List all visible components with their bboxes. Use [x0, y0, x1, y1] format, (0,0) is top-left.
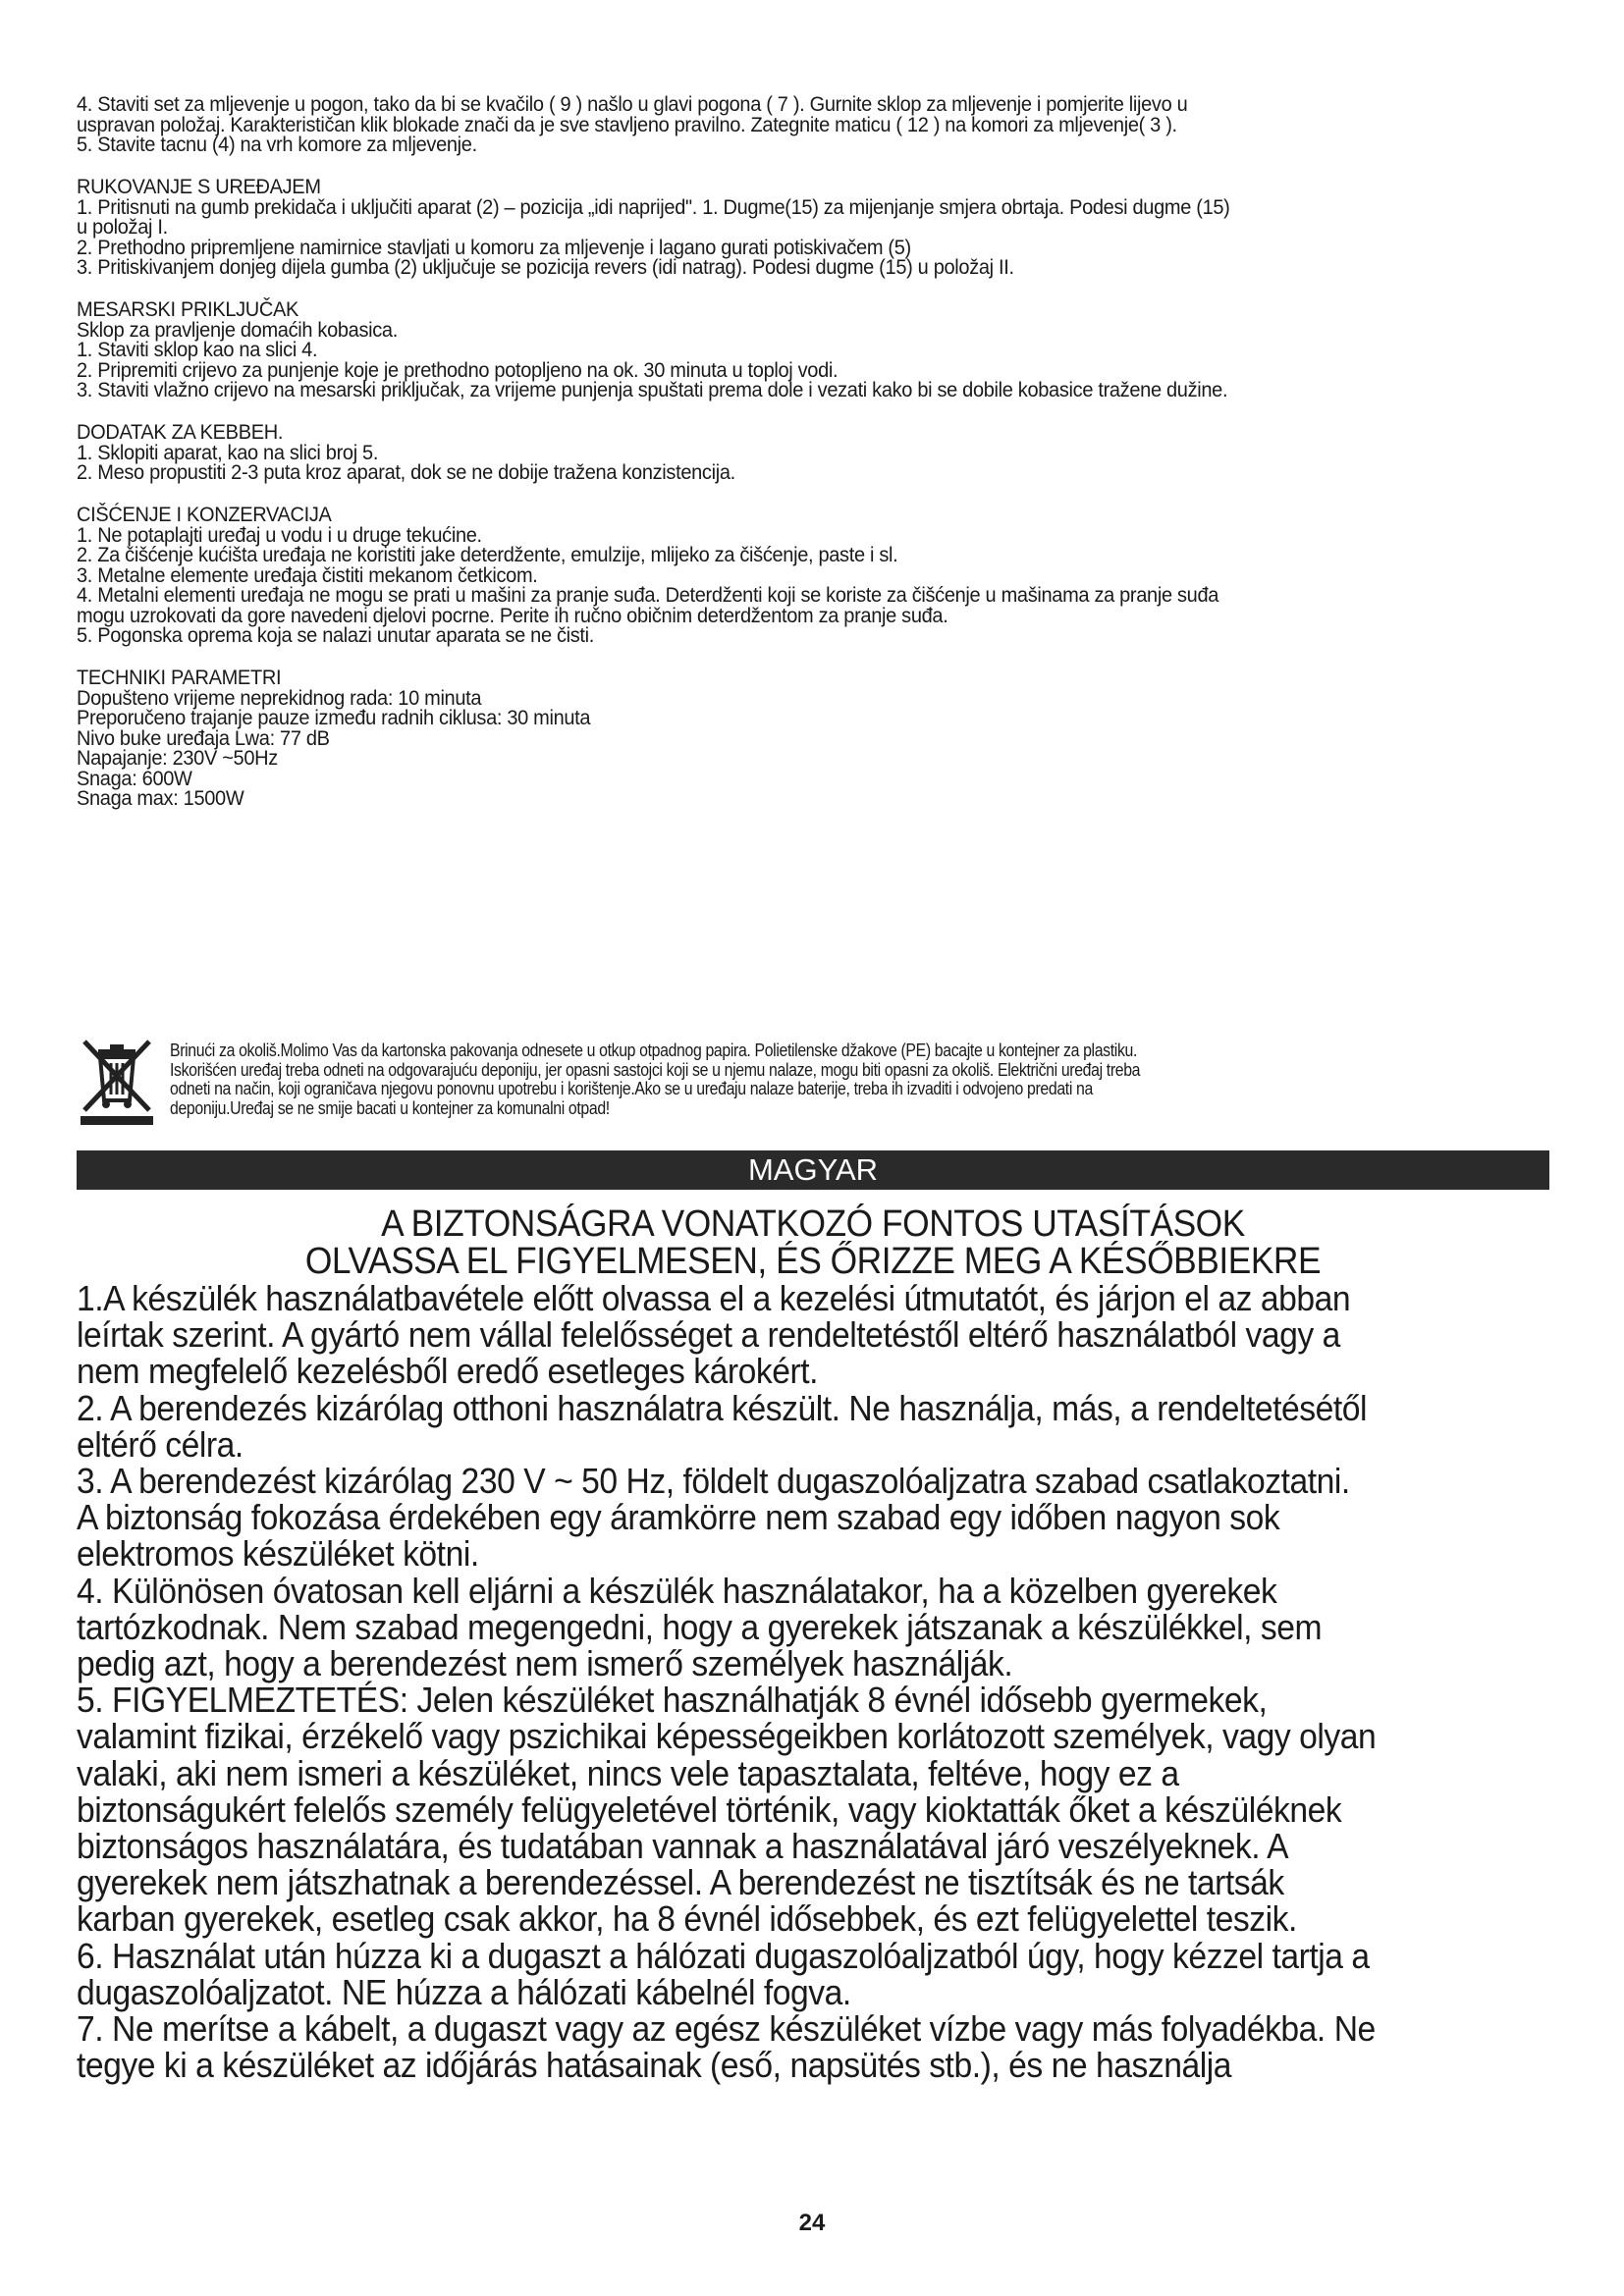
text-line: gyerekek nem játszhatnak a berendezéssel. A berendezést ne tisztítsák és ne tartsák: [77, 1862, 1284, 1903]
section-heading: CIŠĆENJE I KONZERVACIJA: [77, 502, 332, 526]
text-line: 3. Staviti vlažno crijevo na mesarski priključak, za vrijeme punjenja spuštati prema dole i vezati kako bi se dobile kobasice tražene dužine.: [77, 378, 1228, 401]
text-line: dugaszolóaljzatot. NE húzza a hálózati kábelnél fogva.: [77, 1971, 851, 2012]
language-bar: MAGYAR: [77, 1150, 1549, 1190]
text-line: 1. Pritisnuti na gumb prekidača i uključiti aparat (2) – pozicija „idi naprijed". 1. Dugme(15) za mijenjanje smjera obrtaja. Podesi dugme (15): [77, 194, 1230, 219]
text-line: Nivo buke uređaja Lwa: 77 dB: [77, 725, 330, 750]
kebbeh-section: [77, 419, 1548, 484]
text-line: A biztonság fokozása érdekében egy áramkörre nem szabad egy időben nagyon sok: [77, 1497, 1280, 1538]
butcher-attachment-section: [77, 296, 1548, 401]
text-line: mogu uzrokovati da gore navedeni djelovi pocrne. Perite ih ručno običnim deterdžentom za pranje suđa.: [77, 603, 948, 627]
text-line: valamint fizikai, érzékelő vagy pszichikai képességeikben korlátozott személyek, vagy olyan: [77, 1716, 1377, 1757]
text-line: 2. Prethodno pripremljene namirnice stavljati u komoru za mljevenje i lagano gurati potiskivačem (5): [77, 235, 911, 259]
cleaning-section: [77, 502, 1548, 647]
text-line: biztonságukért felelős személy felügyeletével történik, vagy kioktatták őket a készüléknek: [77, 1789, 1342, 1830]
text-line: odneti na način, koji ograničava njegovu ponovnu upotrebu i korištenje.Ako se u uređaju nalaze baterije, treba ih izvaditi i odvojeno predati na: [170, 1079, 1093, 1098]
section-heading: DODATAK ZA KEBBEH.: [77, 419, 284, 444]
text-line: 5. Pogonska oprema koja se nalazi unutar aparata se ne čisti.: [77, 623, 595, 647]
text-line: 2. Pripremiti crijevo za punjenje koje je prethodno potopljeno na ok. 30 minuta u toploj vodi.: [77, 357, 839, 382]
text-line: 1. Sklopiti aparat, kao na slici broj 5.: [77, 440, 379, 464]
mounting-steps: [77, 94, 1548, 155]
text-line: leírtak szerint. A gyártó nem vállal felelősséget a rendeltetéstől eltérő használatból vagy a: [77, 1314, 1340, 1356]
text-line: nem megfelelő kezelésből eredő esetleges károkért.: [77, 1351, 818, 1392]
text-line: 7. Ne merítse a kábelt, a dugaszt vagy az egész készüléket vízbe vagy más folyadékba. Ne: [77, 2008, 1376, 2050]
text-line: 2. Meso propustiti 2-3 puta kroz aparat, dok se ne dobije tražena konzistencija.: [77, 460, 735, 484]
title-line: A BIZTONSÁGRA VONATKOZÓ FONTOS UTASÍTÁSOK: [381, 1203, 1245, 1245]
text-line: 3. Pritiskivanjem donjeg dijela gumba (2) uključuje se pozicija revers (idi natrag). Podesi dugme (15) u položaj II.: [77, 255, 1014, 279]
text-line: Napajanje: 230V ~50Hz: [77, 746, 278, 770]
text-line: 5. FIGYELMEZTETÉS: Jelen készüléket használhatják 8 évnél idősebb gyermekek,: [77, 1680, 1268, 1721]
text-line: tartózkodnak. Nem szabad megengedni, hogy a gyerekek játszanak a készülékkel, sem: [77, 1606, 1323, 1647]
text-line: uspravan položaj. Karakterističan klik blokade znači da je sve stavljeno pravilno. Zategnite maticu ( 12 ) na komori za mljevenje( 3 ).: [77, 112, 1177, 136]
text-line: 2. A berendezés kizárólag otthoni használatra készült. Ne használja, más, a rendeltetésétől: [77, 1387, 1368, 1428]
section-heading: TECHNIKI PARAMETRI: [77, 665, 282, 689]
text-line: 3. A berendezést kizárólag 230 V ~ 50 Hz, földelt dugaszolóaljzatra szabad csatlakoztatni.: [77, 1461, 1350, 1502]
text-line: 1.A készülék használatbavétele előtt olvassa el a kezelési útmutatót, és járjon el az abban: [77, 1278, 1351, 1318]
text-line: valaki, aki nem ismeri a készüléket, nincs vele tapasztalata, feltéve, hogy ez a: [77, 1752, 1179, 1793]
text-line: Iskorišćen uređaj treba odneti na odgovarajuću deponiju, jer opasni sastojci koji se u njemu nalaze, mogu biti opasni za okoliš. Električni uređaj treba: [170, 1059, 1141, 1080]
text-line: 3. Metalne elemente uređaja čistiti mekanom četkicom.: [77, 562, 538, 587]
safety-title: [129, 1205, 1498, 1280]
text-line: eltérő célra.: [77, 1423, 244, 1465]
text-line: karban gyerekek, esetleg csak akkor, ha 8 évnél idősebbek, és ezt felügyelettel teszik.: [77, 1898, 1297, 1940]
disposal-notice: [77, 1036, 1549, 1126]
text-line: 6. Használat után húzza ki a dugaszt a hálózati dugaszolóaljzatból úgy, hogy kézzel tartja a: [77, 1935, 1370, 1976]
text-line: deponiju.Uređaj se ne smije bacati u kontejner za komunalni otpad!: [170, 1097, 610, 1118]
text-line: Snaga max: 1500W: [77, 786, 244, 810]
text-line: 2. Za čišćenje kućišta uređaja ne koristiti jake deterdžente, emulzije, mlijeko za čišćenje, paste i sl.: [77, 543, 898, 566]
text-line: Sklop za pravljenje domaćih kobasica.: [77, 317, 398, 342]
handling-section: [77, 174, 1548, 279]
text-line: 5. Stavite tacnu (4) na vrh komore za mljevenje.: [77, 133, 477, 156]
text-line: Snaga: 600W: [77, 766, 192, 790]
bosnian-section: [77, 94, 1549, 809]
crossed-out-bin-icon: [77, 1036, 157, 1126]
text-line: Dopušteno vrijeme neprekidnog rada: 10 minuta: [77, 685, 482, 710]
text-line: 1. Ne potaplajti uređaj u vodu i u druge tekućine.: [77, 522, 482, 547]
text-line: tegye ki a készüléket az időjárás hatásainak (eső, napsütés stb.), és ne használja: [77, 2045, 1231, 2086]
disposal-text: [170, 1041, 1552, 1118]
text-line: 4. Különösen óvatosan kell eljárni a készülék használatakor, ha a közelben gyerekek: [77, 1570, 1277, 1611]
safety-instructions: [77, 1278, 1549, 2086]
text-line: pedig azt, hogy a berendezést nem ismerő személyek használják.: [77, 1643, 1013, 1684]
text-line: Brinući za okoliš.Molimo Vas da kartonska pakovanja odnesete u otkup otpadnog papira. Polietilenske džakove (PE) bacajte u kontejner za plastiku.: [170, 1041, 1138, 1060]
text-line: elektromos készüléket kötni.: [77, 1533, 479, 1575]
text-line: u položaj I.: [77, 215, 168, 239]
section-heading: RUKOVANJE S UREĐAJEM: [77, 174, 321, 198]
text-line: Preporučeno trajanje pauze između radnih ciklusa: 30 minuta: [77, 706, 591, 729]
text-line: 4. Staviti set za mljevenje u pogon, tako da bi se kvačilo ( 9 ) našlo u glavi pogona ( 7 ). Gurnite sklop za mljevenje i pomjerite lijevo u: [77, 92, 1188, 116]
text-line: 1. Staviti sklop kao na slici 4.: [77, 338, 318, 361]
text-line: 4. Metalni elementi uređaja ne mogu se prati u mašini za pranje suđa. Deterdženti koji se koriste za čišćenje u mašinama za pranje suđa: [77, 583, 1219, 607]
title-line: OLVASSA EL FIGYELMESEN, ÉS ŐRIZZE MEG A KÉSŐBBIEKRE: [304, 1241, 1322, 1282]
text-line: biztonságos használatára, és tudatában vannak a használatával járó veszélyeknek. A: [77, 1826, 1289, 1867]
page-number: 24: [798, 2210, 826, 2236]
technical-parameters-section: [77, 667, 1548, 809]
section-heading: MESARSKI PRIKLJUČAK: [77, 296, 299, 321]
hungarian-section: [77, 1203, 1549, 2086]
